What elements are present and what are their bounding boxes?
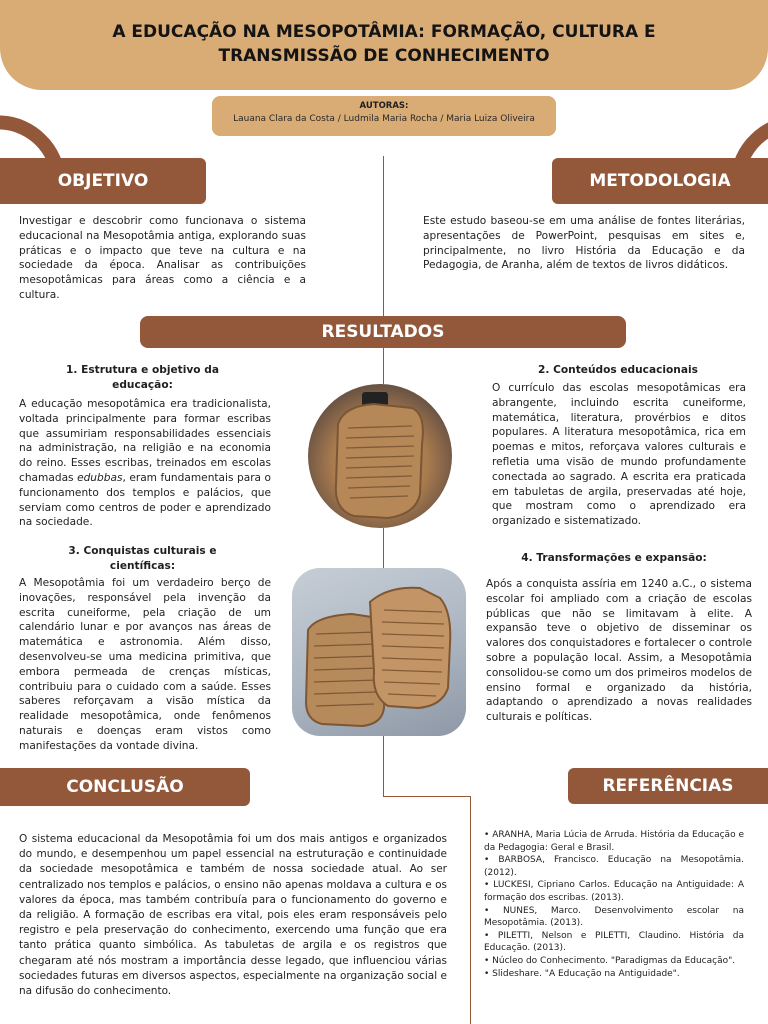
section-3-text: A Mesopotâmia foi um verdadeiro berço de inovações, responsável pela invenção da escrita cuneiforme, pela criação de um calendário lunar e por avanços nas áreas de matemática e astronomia. Além disso, desenvolveu-se uma medicina primitiva, que embora permeada de crenças místicas, contribuiu para o cuidado com a saúde. Esses saberes reforçavam a visão mística da realidade mesopotâmica, onde fenômenos naturais e doenças eram vistos como manifestações da vontade divina. (19, 577, 271, 752)
section-1-title (60, 363, 225, 393)
section-3-title (60, 544, 225, 574)
reference-item: • BARBOSA, Francisco. Educação na Mesopotâmia. (2012). (484, 855, 744, 878)
authors-names: Lauana Clara da Costa / Ludmila Maria Rocha / Maria Luiza Oliveira (233, 114, 535, 124)
section-3-title-line-2: científicas: (109, 559, 176, 572)
cuneiform-tablets-photo (292, 568, 466, 736)
section-1-text (19, 397, 271, 530)
metodologia-text: Este estudo baseou-se em uma análise de fontes literárias, apresentações de PowerPoint, pesquisas em sites e, principalmente, no livro História da Educação e da Pedagogia, de Aranha, além de textos de livros didáticos. (423, 215, 745, 272)
section-1-title-line-2: educação: (112, 378, 173, 391)
reference-item: • LUCKESI, Cipriano Carlos. Educação na Antiguidade: A formação dos escribas. (2013). (484, 880, 744, 903)
resultados-heading: RESULTADOS (140, 316, 626, 348)
clay-tablet-photo (308, 384, 452, 528)
section-1-term: edubbas (77, 471, 123, 484)
section-1-text-b: , eram fundamentais para o funcionamento dos templos e palácios, que serviam como centros de poder e aprendizado na sociedade. (19, 471, 271, 529)
metodologia-heading: METODOLOGIA (552, 158, 768, 204)
authors-label: AUTORAS: (359, 101, 409, 111)
reference-item: • ARANHA, Maria Lúcia de Arruda. História da Educação e da Pedagogia: Geral e Brasil. (484, 830, 744, 853)
section-1-text-a: A educação mesopotâmica era tradicionalista, voltada principalmente para formar escribas que assumiriam responsabilidades essenciais na administração, na religião e na economia do reino. Esses escribas, treinados em escolas chamadas (19, 398, 271, 484)
conclusao-text: O sistema educacional da Mesopotâmia foi um dos mais antigos e organizados do mundo, e desempenhou um papel essencial na estruturação e continuidade da sociedade mesopotâmica e também de nossa sociedade atual. Ao ser centralizado nos templos e palácios, o ensino não apenas moldava a cultura e os valores da época, mas também contribuía para o funcionamento do governo e da religião. A formação de escribas era vital, pois eles eram responsáveis pelo registro e pela preservação do conhecimento, exercendo uma função que era tanto prática quanto simbólica. As tabuletas de argila e os registros que chegaram até nós mostram a importância desse legado, que influenciou várias sociedades futuras em diversos aspectos, especialmente na organização social e na difusão do conhecimento. (19, 833, 447, 998)
reference-item: • Slideshare. "A Educação na Antiguidade". (484, 968, 680, 979)
section-3-title-line-1: 3. Conquistas culturais e (68, 545, 217, 557)
reference-item: • PILETTI, Nelson e PILETTI, Claudino. História da Educação. (2013). (484, 930, 744, 954)
authors-box (212, 96, 556, 136)
center-line-results-3 (383, 736, 384, 796)
section-2-text: O currículo das escolas mesopotâmicas era abrangente, incluindo escrita cuneiforme, matemática, literatura, provérbios e ditos populares. A literatura mesopotâmica, rica em poemas e mitos, reforçava valores culturais e refletia uma visão de mundo profundamente conectada ao sagrado. A escrita era praticada em tabuletas de argila, preservadas até hoje, que mostram como o aprendizado era organizado e sistematizado. (492, 382, 746, 528)
referencias-list (484, 829, 744, 980)
reference-item: • NUNES, Marco. Desenvolvimento escolar na Mesopotâmia. (2013). (484, 905, 744, 929)
title-line-1: A EDUCAÇÃO NA MESOPOTÂMIA: FORMAÇÃO, CULTURA E (112, 22, 656, 42)
center-line-top (383, 156, 384, 316)
section-4-title: 4. Transformações e expansão: (521, 552, 707, 564)
connector-vertical-refs (470, 796, 471, 1024)
section-2-title: 2. Conteúdos educacionais (538, 364, 698, 376)
center-line-results-1 (383, 348, 384, 384)
referencias-heading: REFERÊNCIAS (568, 768, 768, 804)
objetivo-heading: OBJETIVO (0, 158, 206, 204)
objetivo-text: Investigar e descobrir como funcionava o sistema educacional na Mesopotâmia antiga, explorando suas práticas e o impacto que teve na cultura e na sociedade da época. Analisar as contribuições mesopotâmicas para áreas como a ciência e a cultura. (19, 215, 306, 301)
section-4-text: Após a conquista assíria em 1240 a.C., o sistema escolar foi ampliado com a criação de escolas públicas que não se limitavam à elite. A expansão teve o objetivo de disseminar os valores dos conquistadores e fortalecer o controle sobre a população local. Assim, a Mesopotâmia consolidou-se como um dos primeiros modelos de ensino formal e organizado da história, adaptando o aprendizado a novas realidades culturais e políticas. (486, 578, 752, 724)
clay-tablet-illustration (308, 384, 452, 528)
poster-title (60, 20, 708, 68)
reference-item: • Núcleo do Conhecimento. "Paradigmas da Educação". (484, 955, 736, 966)
section-1-title-line-1: 1. Estrutura e objetivo da (66, 364, 219, 376)
center-line-results-2 (383, 528, 384, 568)
connector-horizontal (383, 796, 470, 797)
conclusao-heading: CONCLUSÃO (0, 768, 250, 806)
tablets-illustration (292, 568, 466, 736)
title-line-2: TRANSMISSÃO DE CONHECIMENTO (218, 46, 550, 66)
